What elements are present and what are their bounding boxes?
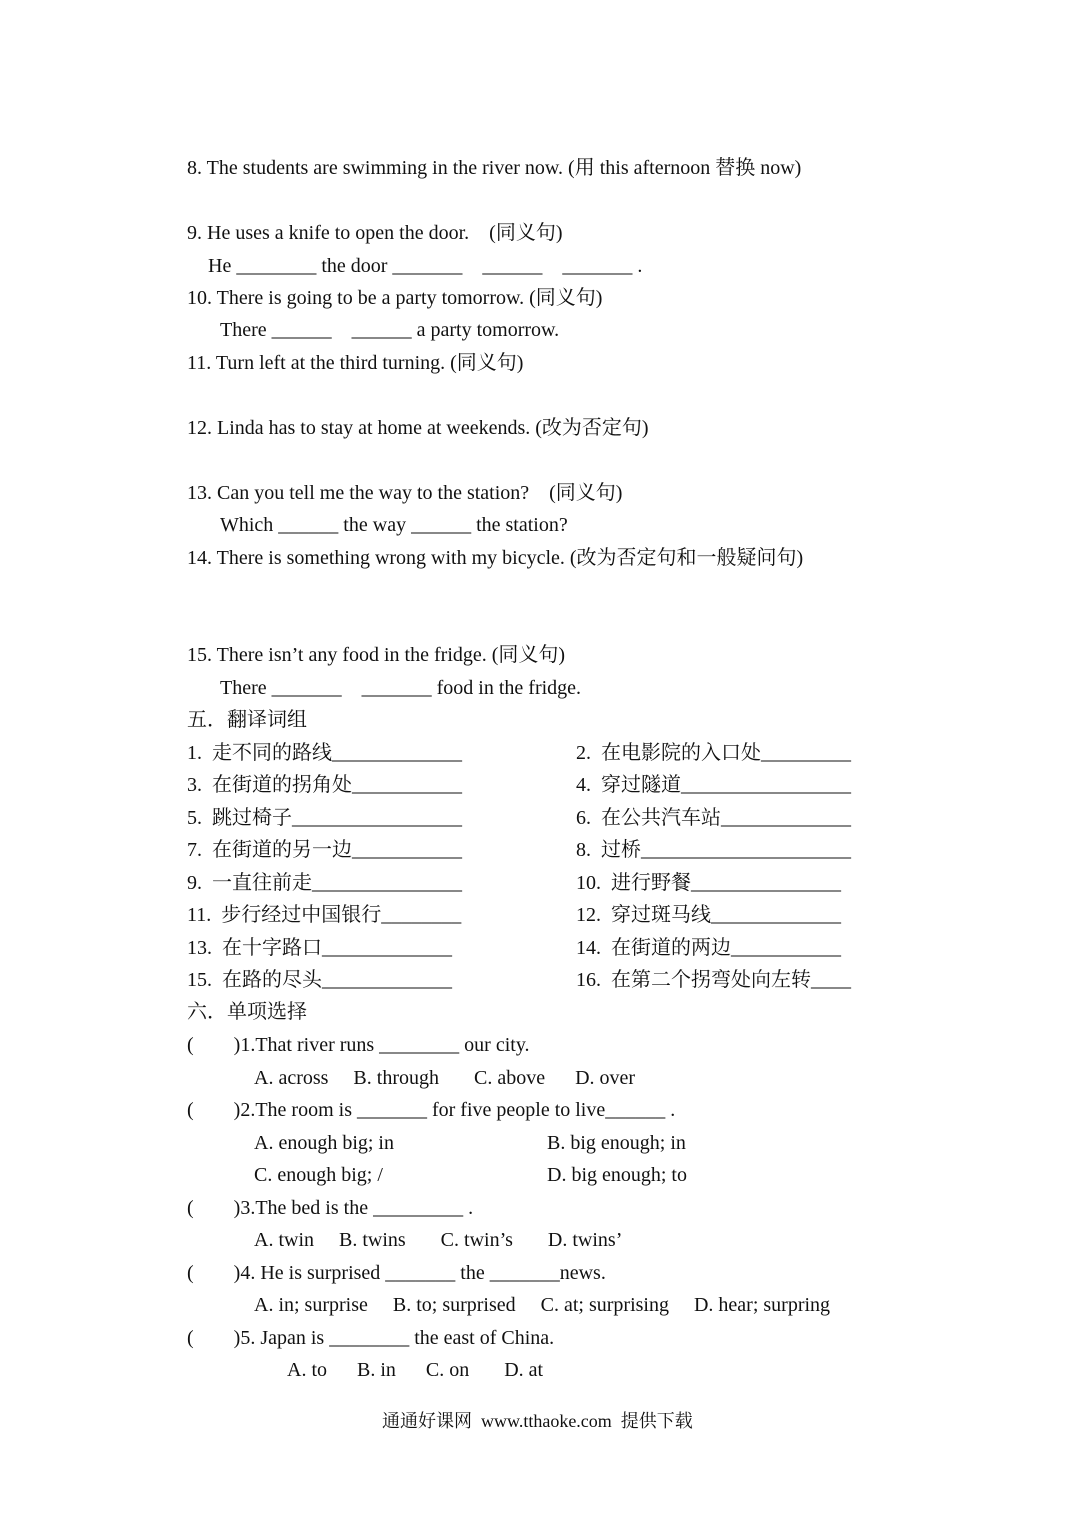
translate-item-13: 13. 在十字路口_____________	[187, 937, 452, 959]
translate-item-8: 8. 过桥_____________________	[576, 839, 851, 861]
question-8: 8. The students are swimming in the river now. (用 this afternoon 替换 now)	[187, 157, 802, 179]
translate-item-9: 9. 一直往前走_______________	[187, 872, 462, 894]
section-5-heading: 五．翻译词组	[187, 709, 307, 731]
choice-option-2c: C. enough big; /	[254, 1164, 383, 1186]
translate-item-2: 2. 在电影院的入口处_________	[576, 742, 851, 764]
section-6-heading: 六．单项选择	[187, 1001, 307, 1023]
translate-item-16: 16. 在第二个拐弯处向左转____	[576, 969, 851, 991]
choice-options-1: A. across B. through C. above D. over	[254, 1067, 636, 1089]
choice-question-4: ( )4. He is surprised _______ the _______news.	[187, 1262, 606, 1284]
translate-item-5: 5. 跳过椅子_________________	[187, 807, 462, 829]
choice-option-2d: D. big enough; to	[547, 1164, 687, 1186]
question-13-answer: Which ______ the way ______ the station?	[220, 514, 568, 536]
translate-item-14: 14. 在街道的两边___________	[576, 937, 841, 959]
translate-item-15: 15. 在路的尽头_____________	[187, 969, 452, 991]
choice-question-5: ( )5. Japan is ________ the east of China.	[187, 1327, 555, 1349]
question-9-answer: He ________ the door _______ ______ _______ .	[208, 255, 643, 277]
question-9: 9. He uses a knife to open the door. (同义句)	[187, 222, 563, 244]
question-12: 12. Linda has to stay at home at weekends. (改为否定句)	[187, 417, 649, 439]
translate-item-11: 11. 步行经过中国银行________	[187, 904, 462, 926]
translate-item-4: 4. 穿过隧道_________________	[576, 774, 851, 796]
choice-options-3: A. twin B. twins C. twin’s D. twins’	[254, 1229, 623, 1251]
choice-question-3: ( )3.The bed is the _________ .	[187, 1197, 474, 1219]
question-15: 15. There isn’t any food in the fridge. (同义句)	[187, 644, 566, 666]
choice-question-2: ( )2.The room is _______ for five people to live______ .	[187, 1099, 676, 1121]
choice-options-5: A. to B. in C. on D. at	[287, 1359, 544, 1381]
question-14: 14. There is something wrong with my bicycle. (改为否定句和一般疑问句)	[187, 547, 804, 569]
footer-credit: 通通好课网 www.tthaoke.com 提供下载	[382, 1411, 693, 1431]
choice-question-1: ( )1.That river runs ________ our city.	[187, 1034, 530, 1056]
question-10: 10. There is going to be a party tomorrow. (同义句)	[187, 287, 603, 309]
question-13: 13. Can you tell me the way to the station? (同义句)	[187, 482, 623, 504]
question-15-answer: There _______ _______ food in the fridge.	[220, 677, 582, 699]
question-10-answer: There ______ ______ a party tomorrow.	[220, 319, 560, 341]
translate-item-3: 3. 在街道的拐角处___________	[187, 774, 462, 796]
choice-option-2b: B. big enough; in	[547, 1132, 686, 1154]
translate-item-12: 12. 穿过斑马线_____________	[576, 904, 841, 926]
question-11: 11. Turn left at the third turning. (同义句)	[187, 352, 524, 374]
translate-item-10: 10. 进行野餐_______________	[576, 872, 841, 894]
translate-item-1: 1. 走不同的路线_____________	[187, 742, 462, 764]
translate-item-7: 7. 在街道的另一边___________	[187, 839, 462, 861]
choice-options-4: A. in; surprise B. to; surprised C. at; surprising D. hear; surpring	[254, 1294, 831, 1316]
translate-item-6: 6. 在公共汽车站_____________	[576, 807, 851, 829]
choice-option-2a: A. enough big; in	[254, 1132, 394, 1154]
